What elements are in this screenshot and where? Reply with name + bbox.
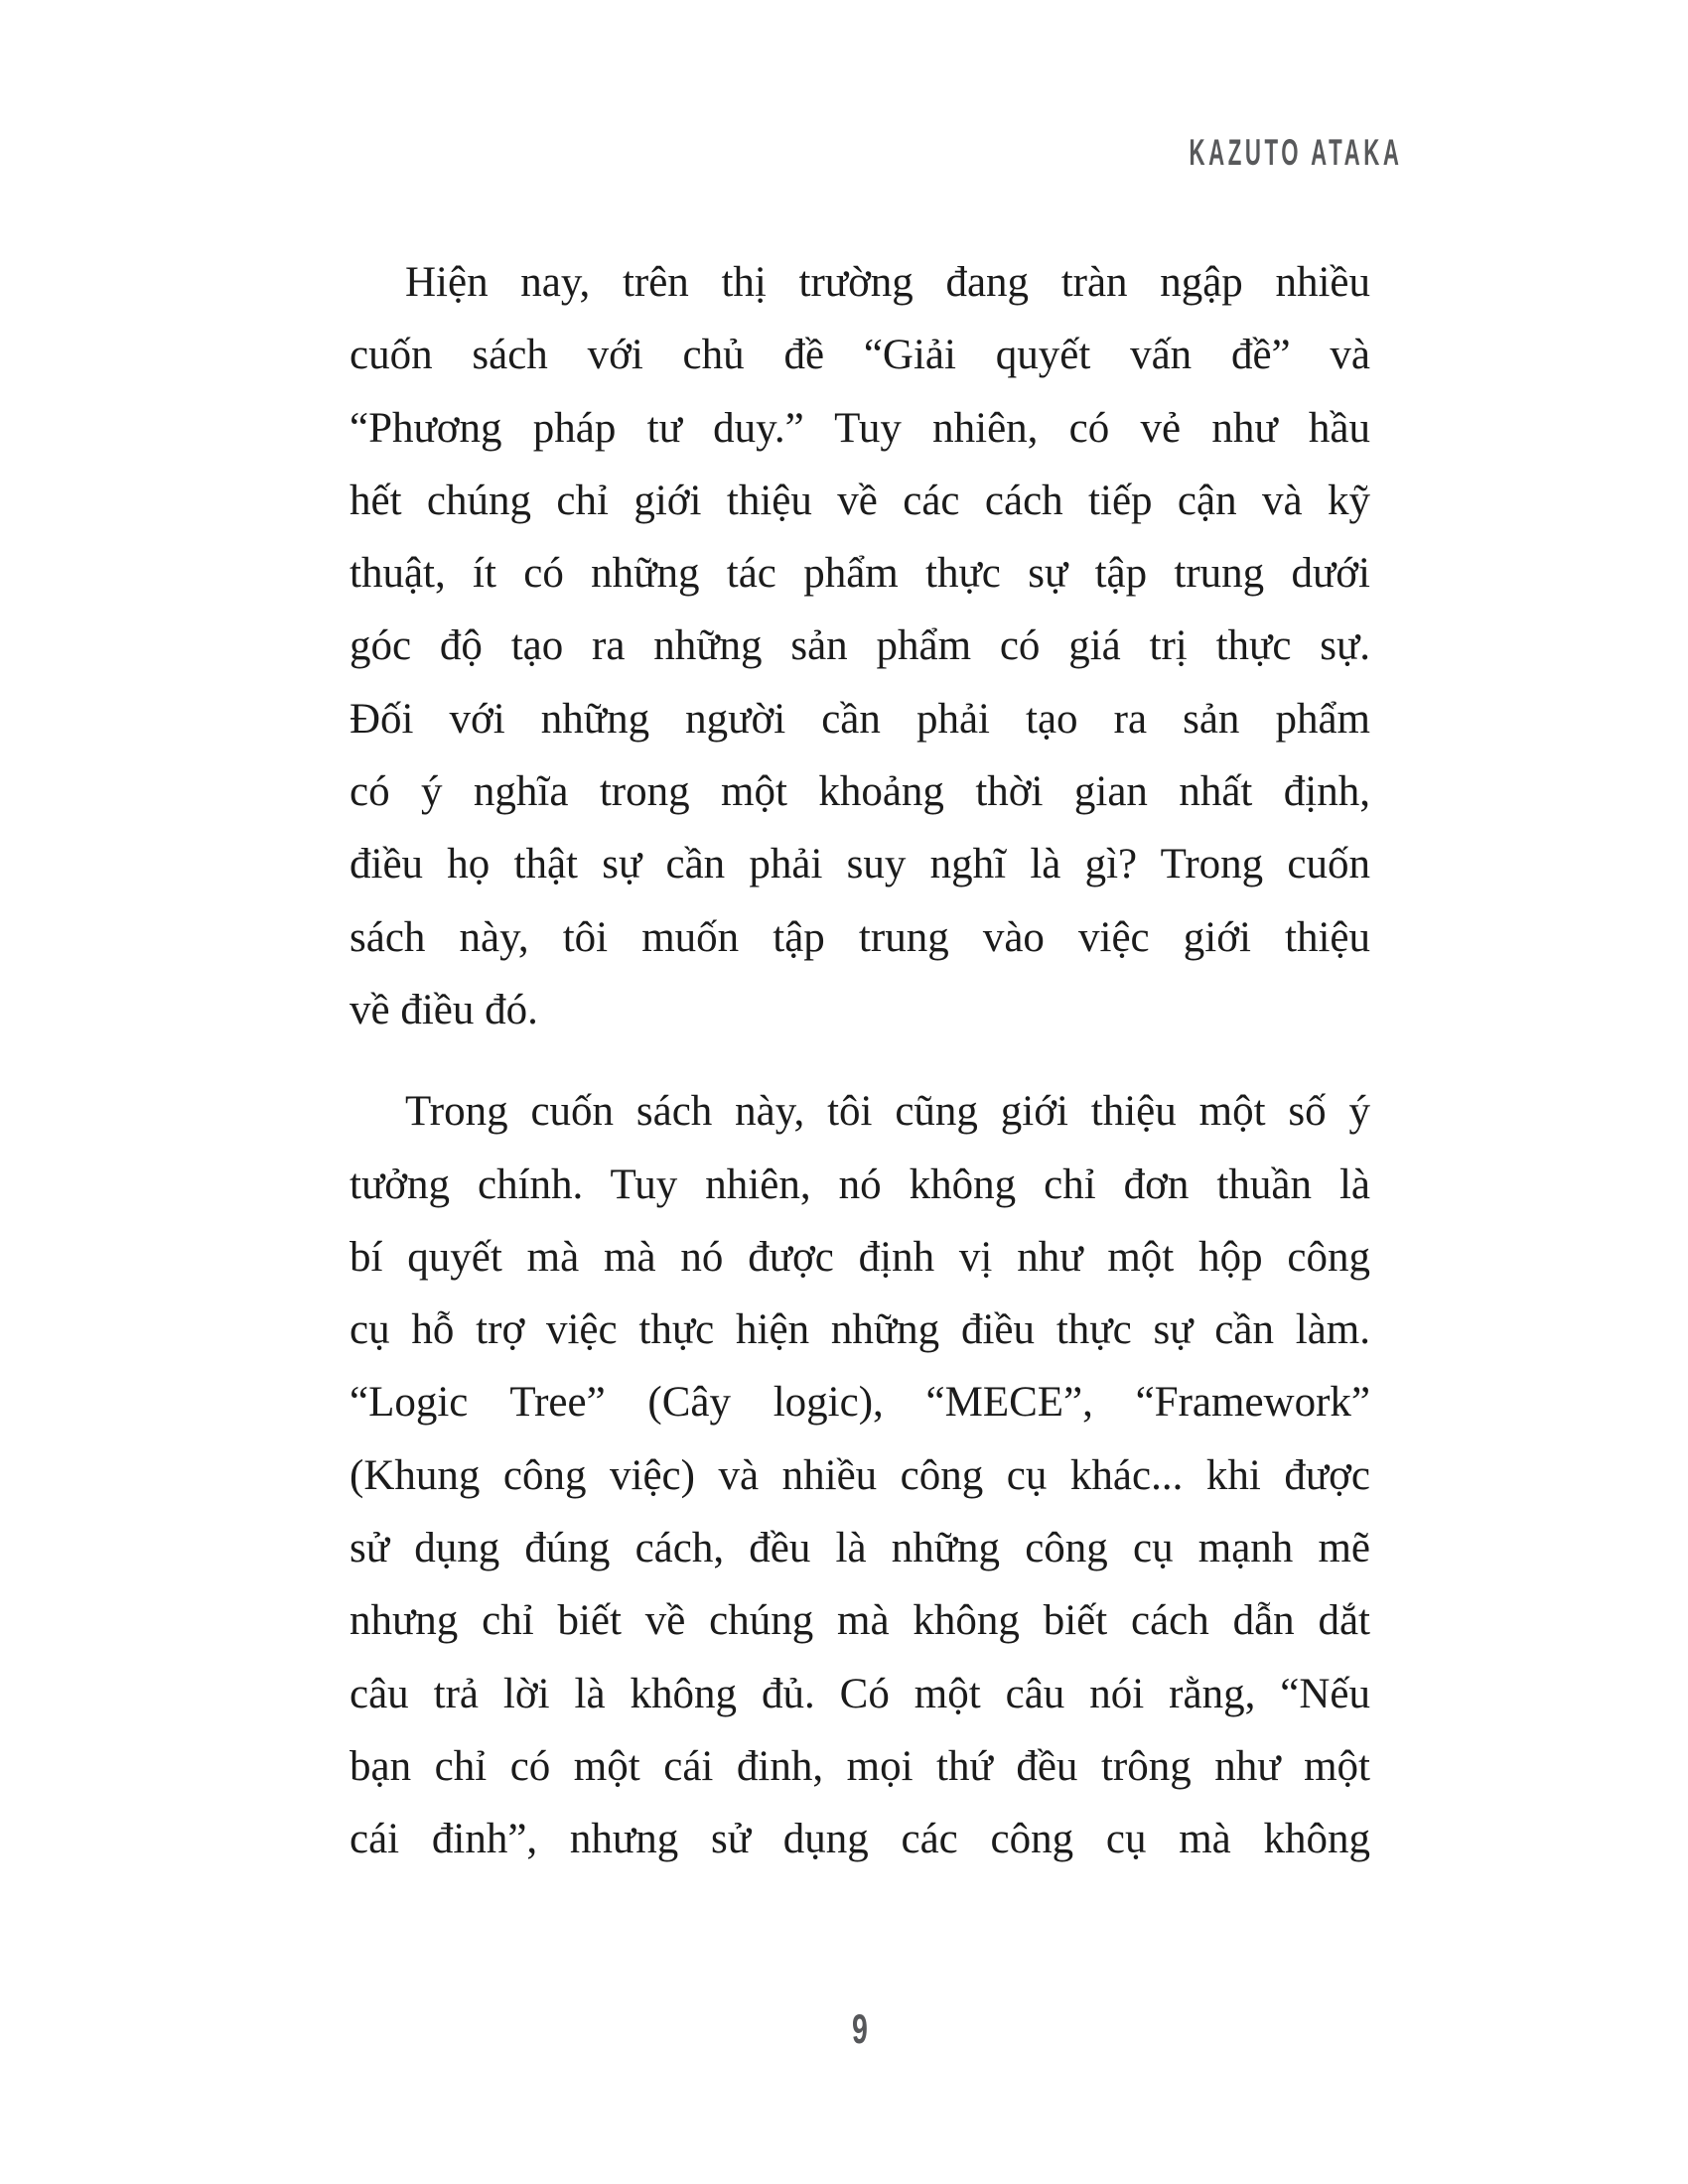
text-line: cái đinh”, nhưng sử dụng các công cụ mà không [350,1816,1370,1863]
paragraph-2 [350,1075,1370,1875]
text-line: bí quyết mà mà nó được định vị như một hộp công [350,1233,1370,1281]
text-line: tưởng chính. Tuy nhiên, nó không chỉ đơn thuần là [350,1160,1370,1208]
paragraph-1 [350,246,1370,1046]
text-line: thuật, ít có những tác phẩm thực sự tập trung dưới [350,550,1370,598]
page-number: 9 [852,2005,868,2052]
text-line: điều họ thật sự cần phải suy nghĩ là gì? Trong cuốn [350,841,1370,888]
text-line: hết chúng chỉ giới thiệu về các cách tiếp cận và kỹ [350,477,1370,524]
text-line: về điều đó. [350,986,538,1033]
text-line: Hiện nay, trên thị trường đang tràn ngập nhiều [405,259,1370,306]
text-line: (Khung công việc) và nhiều công cụ khác... khi được [350,1451,1370,1499]
text-line: Đối với những người cần phải tạo ra sản phẩm [350,695,1370,743]
text-line: có ý nghĩa trong một khoảng thời gian nhất định, [350,768,1370,816]
text-line: câu trả lời là không đủ. Có một câu nói rằng, “Nếu [350,1670,1370,1717]
text-line: cụ hỗ trợ việc thực hiện những điều thực sự cần làm. [350,1306,1370,1354]
text-line: “Phương pháp tư duy.” Tuy nhiên, có vẻ như hầu [350,404,1370,452]
text-line: cuốn sách với chủ đề “Giải quyết vấn đề” và [350,332,1370,379]
text-line: Trong cuốn sách này, tôi cũng giới thiệu một số ý [405,1088,1370,1136]
text-line: sách này, tôi muốn tập trung vào việc giới thiệu [350,913,1370,961]
running-header-author: KAZUTO ATAKA [1189,132,1403,173]
text-line: góc độ tạo ra những sản phẩm có giá trị thực sự. [350,622,1370,670]
body-text [350,246,1370,1876]
text-line: nhưng chỉ biết về chúng mà không biết cách dẫn dắt [350,1597,1370,1645]
text-line: bạn chỉ có một cái đinh, mọi thứ đều trông như một [350,1742,1370,1790]
text-line: sử dụng đúng cách, đều là những công cụ mạnh mẽ [350,1525,1370,1572]
text-line: “Logic Tree” (Cây logic), “MECE”, “Framework” [350,1379,1370,1427]
